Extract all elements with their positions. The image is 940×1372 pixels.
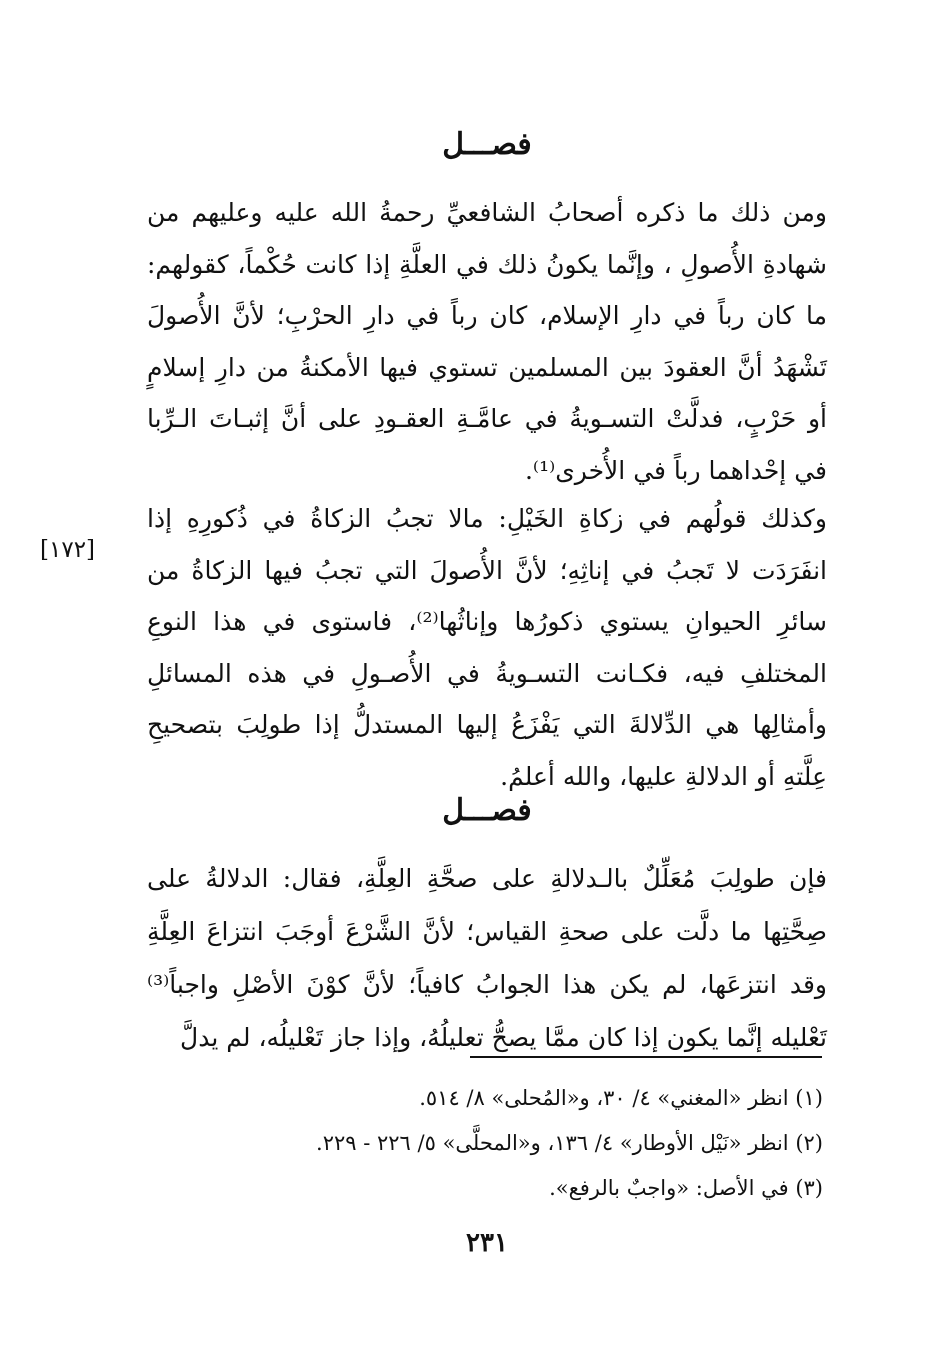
paragraph-shahadat-al-usul: ومن ذلك ما ذكره أصحابُ الشافعيِّ رحمةُ الله عليه وعليهم من شهادةِ الأُصولِ ، وإنَّما يكونُ ذلك في العلَّةِ إذا كانت حُكْماً، كقولهم: ما كان رباً في دارِ الإسلام، كان رباً في دارِ الحرْبِ؛ لأنَّ الأُصولَ تَشْهَدُ أنَّ العقودَ بين المسلمين تستوي فيها الأمكنةُ من دارِ إسلامٍ أو حَرْبٍ، فدلَّتْ التسـويةُ في عامَّـةِ العقـودِ على أنَّ إثبـاتَ الـرِّبا في إحْداهما رباً في الأُخرى⁽¹⁾.: [147, 198, 827, 485]
footnote-separator: [470, 1056, 822, 1058]
footnotes: [147, 1079, 823, 1214]
page-number: ٢٣١: [466, 1228, 508, 1258]
footnote-3: (٣) في الأصل: «واجبٌ بالرفع».: [549, 1176, 823, 1200]
footnote-2: (٢) انظر «نَيْل الأوطار» ٤/ ١٣٦، و«المحلَّى» ٥/ ٢٢٦ - ٢٢٩.: [316, 1131, 823, 1155]
section-heading-1: فصـــل: [442, 127, 532, 162]
paragraph-zakat-al-khayl: وكذلك قولُهم في زكاةِ الخَيْلِ: مالا تجبُ الزكاةُ في ذُكورِهِ إذا انفَرَدَت لا تَجبُ في إناثِهِ؛ لأنَّ الأُصولَ التي تجبُ فيها الزكاةُ من سائرِ الحيوانِ يستوي ذكورُها وإناثُها⁽²⁾، فاستوى في هذا النوعِ المختلفِ فيه، فكـانت التسـويةُ في الأُصـولِ في هذه المسائلِ وأمثالِها هي الدِّلالةَ التي يَفْزَعُ إليها المستدلُّ إذا طولِبَ بتصحيحِ عِلَّتهِ أو الدلالةِ عليها، والله أعلمُ.: [147, 504, 827, 791]
margin-page-reference: [١٧٢]: [40, 537, 96, 563]
footnote-1: (١) انظر «المغني» ٤/ ٣٠، و«المُحلى» ٨/ ٥١٤.: [419, 1086, 823, 1110]
section-heading-2: فصـــل: [442, 793, 532, 828]
paragraph-sihhat-al-illa: فإن طولِبَ مُعَلِّلٌ بالـدلالةِ على صحَّةِ العِلَّةِ، فقال: الدلالةُ على صِحَّتِها ما دلَّت على صحةِ القياس؛ لأنَّ الشَّرْعَ أوجَبَ انتزاعَ العِلَّةِ وقد انتزعَها، لم يكن هذا الجوابُ كافياً؛ لأنَّ كوْنَ الأصْلِ واجباً⁽³⁾ تَعْليله إنَّما يكون إذا كان ممَّا يصحُّ تعليلُهُ، وإذا جاز تَعْليلُه، لم يدلَّ: [147, 864, 827, 1052]
